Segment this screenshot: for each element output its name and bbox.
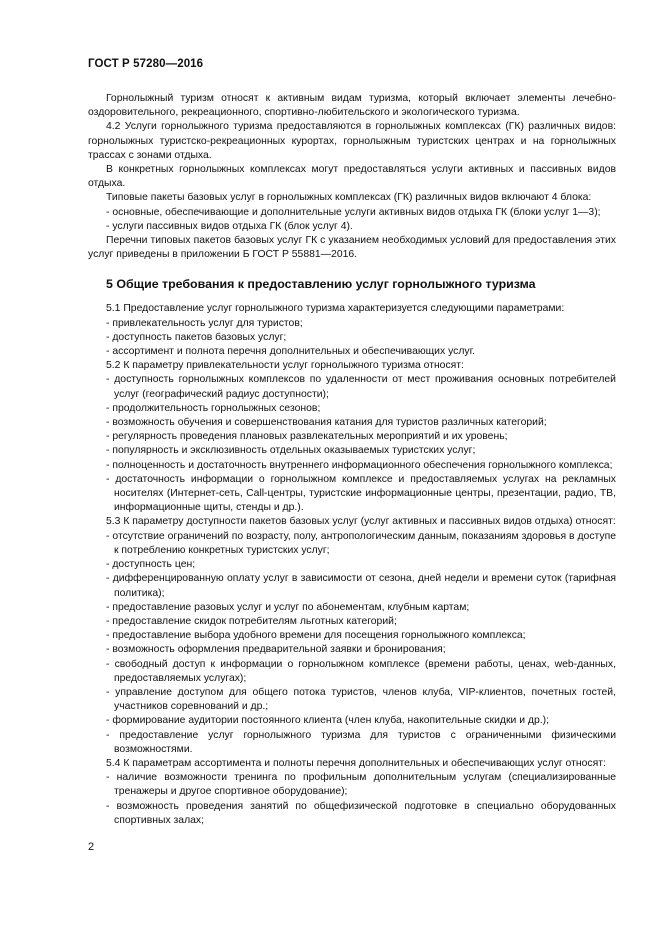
list-item — [88, 729, 616, 757]
list-item-text: - доступность цен; — [106, 559, 196, 571]
section-title: 5 Общие требования к предоставлению услуг горнолыжного туризма — [106, 277, 536, 292]
paragraph: Горнолыжный туризм относят к активным видам туризма, который включает элементы лечебно-оздоровительного, рекреационного, спортивно-любительского и экологического туризма. — [88, 93, 616, 119]
list-item — [88, 430, 616, 444]
list-item-text: - продолжительность горнолыжных сезонов; — [106, 402, 321, 414]
list-item-text: - доступность пакетов базовых услуг; — [106, 331, 287, 343]
page-number: 2 — [88, 841, 95, 853]
list-item-text: - доступность горнолыжных комплексов по удаленности от мест проживания основных потребителей услуг (географический радиус доступности); — [106, 374, 616, 400]
list-item-text: - популярность и эксклюзивность отдельных оказываемых туристских услуг; — [106, 445, 476, 457]
list-item — [88, 206, 616, 220]
list-item-text: - услуги пассивных видов отдыха ГК (блок услуг 4). — [106, 220, 353, 232]
list-item — [88, 345, 616, 359]
document-header: ГОСТ Р 57280—2016 — [88, 58, 204, 70]
list-item — [88, 572, 616, 600]
list-item-text: - предоставление разовых услуг и услуг по абонементам, клубным картам; — [106, 601, 470, 613]
list-item-text: - управление доступом для общего потока туристов, членов клуба, VIP-клиентов, почетных гостей, участников соревнований и др.; — [106, 686, 616, 713]
list-item-text: - возможность обучения и совершенствования катания для туристов различных категорий; — [106, 417, 547, 429]
list-item-text: - формирование аудитории постоянного клиента (член клуба, накопительные скидки и др.); — [106, 715, 549, 727]
list-item-text: - наличие возможности тренинга по профильным дополнительным услугам (специализированные тренажеры и другое спортивное оборудование); — [106, 772, 616, 798]
list-item-text: - предоставление выбора удобного времени для посещения горнолыжного комплекса; — [106, 630, 526, 642]
paragraph: В конкретных горнолыжных комплексах могут предоставляться услуги активных и пассивных видов отдыха. — [88, 164, 616, 190]
list-item — [88, 317, 616, 331]
list-item-text: - предоставление услуг горнолыжного туризма для туристов с ограниченными физическими возможностями. — [106, 729, 616, 755]
list-item — [88, 658, 616, 686]
list-item-text: - привлекательность услуг для туристов; — [106, 317, 303, 329]
list-item — [88, 402, 616, 416]
list-item — [88, 220, 616, 234]
list-item — [88, 771, 616, 799]
paragraph: 5.1 Предоставление услуг горнолыжного туризма характеризуется следующими параметрами: — [106, 303, 565, 315]
list-item-text: - регулярность проведения плановых развлекательных мероприятий и их уровень; — [106, 431, 508, 443]
paragraph: 5.3 К параметру доступности пакетов базовых услуг (услуг активных и пассивных видов отдыха) относят: — [106, 516, 616, 528]
list-item-text: - полноценность и достаточность внутреннего информационного обеспечения горнолыжного комплекса; — [106, 459, 613, 471]
list-item — [88, 444, 616, 458]
document-body — [88, 92, 616, 828]
list-item-text: - свободный доступ к информации о горнолыжном комплексе (времени работы, ценах, web-данных, предоставляемых услугах); — [106, 658, 616, 684]
list-item-text: - отсутствие ограничений по возрасту, полу, антропологическим данным, показаниям здоровья в доступе к потреблению конкретных туристских услуг; — [106, 530, 616, 556]
list-item — [88, 530, 616, 558]
paragraph: Типовые пакеты базовых услуг в горнолыжных комплексах (ГК) различных видов включают 4 блока: — [106, 192, 592, 204]
list-item — [88, 558, 616, 572]
list-item-text: - основные, обеспечивающие и дополнительные услуги активных видов отдыха ГК (блоки услуг 1—3); — [106, 206, 601, 218]
paragraph: 5.4 К параметрам ассортимента и полноты перечня дополнительных и обеспечивающих услуг относят: — [106, 757, 606, 769]
list-item-text: - дифференцированную оплату услуг в зависимости от сезона, дней недели и времени суток (тарифная политика); — [106, 573, 616, 599]
list-item — [88, 473, 616, 516]
paragraph: 4.2 Услуги горнолыжного туризма предоставляются в горнолыжных комплексах (ГК) различных видов: горнолыжных туристско-рекреационных курортах, горнолыжным туристских центрах и на горнолыжных трассах с зонами отдыха. — [88, 121, 616, 161]
list-item-text: - ассортимент и полнота перечня дополнительных и обеспечивающих услуг. — [106, 346, 476, 358]
list-item-text: - достаточность информации о горнолыжном комплексе и предоставляемых услугах на рекламных носителях (Интернет-сеть, Call-центры, туристские информационные центры, презентации, радио, ТВ, информационные щиты, стенды и др.). — [106, 473, 616, 514]
list-item — [88, 615, 616, 629]
list-item — [88, 686, 616, 714]
list-item — [88, 800, 616, 828]
list-item-text: - возможность оформления предварительной заявки и бронирования; — [106, 644, 446, 656]
list-item — [88, 643, 616, 657]
list-item — [88, 601, 616, 615]
paragraph: 5.2 К параметру привлекательности услуг горнолыжного туризма относят: — [106, 360, 464, 372]
list-item — [88, 629, 616, 643]
list-item-text: - предоставление скидок потребителям льготных категорий; — [106, 615, 397, 627]
paragraph: Перечни типовых пакетов базовых услуг ГК с указанием необходимых условий для предоставления этих услуг приведены в приложении Б ГОСТ Р 55881—2016. — [88, 235, 616, 261]
list-item — [88, 459, 616, 473]
list-item-text: - возможность проведения занятий по общефизической подготовке в специально оборудованных спортивных залах; — [106, 800, 616, 826]
list-item — [88, 373, 616, 401]
section-body — [88, 302, 616, 828]
intro-block — [88, 92, 616, 262]
list-item — [88, 416, 616, 430]
list-item — [88, 331, 616, 345]
list-item — [88, 714, 616, 728]
